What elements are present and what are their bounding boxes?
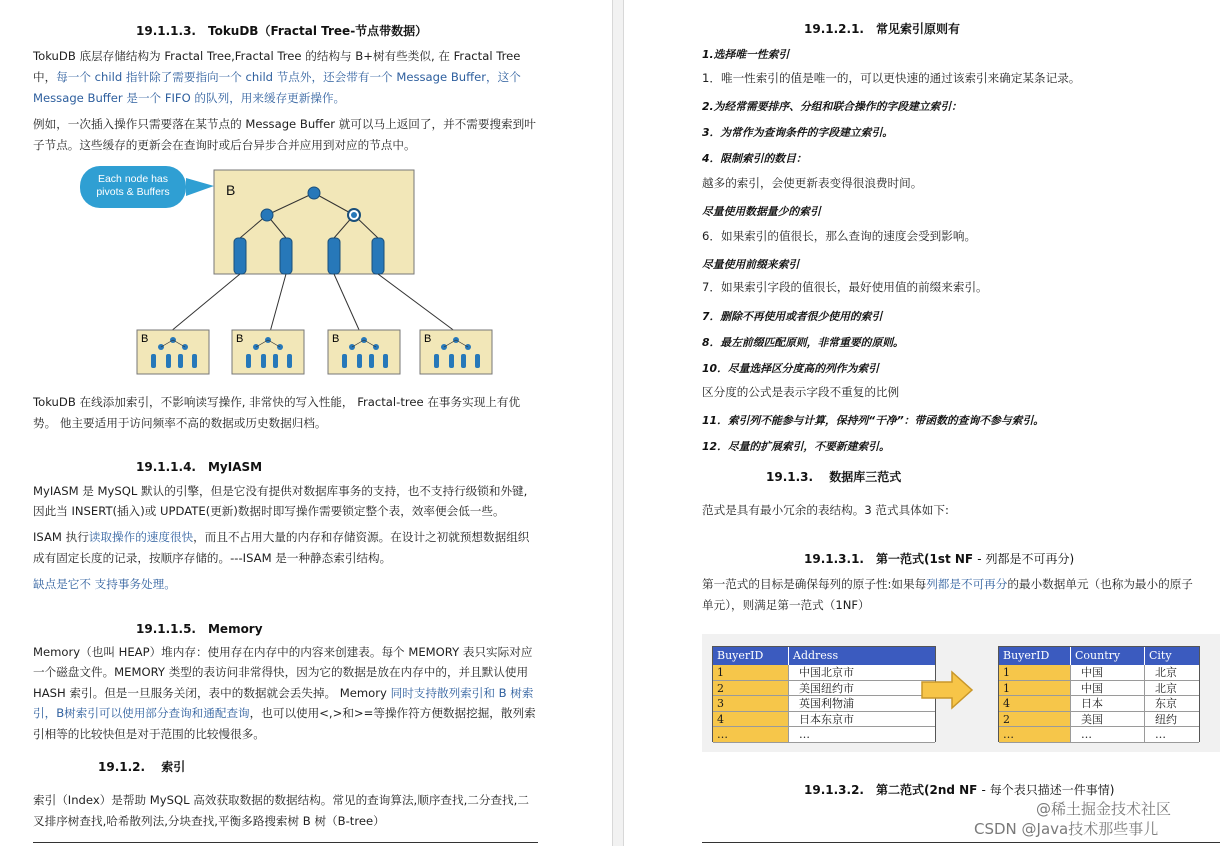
paragraph-line: 单元），则满足第一范式（1NF） [702, 598, 870, 612]
principle-title: 尽量使用数据量少的索引 [702, 205, 821, 218]
paragraph-line: HASH 索引。但是一旦服务关闭，表中的数据就会丢失掉。 Memory 同时支持散列索引和 B 树索 [33, 686, 534, 700]
table-cell: … [789, 727, 935, 743]
leaf-node [137, 330, 209, 374]
paragraph-line: 6．如果索引的值很长，那么查询的速度会受到影响。 [702, 229, 977, 243]
table-cell: 东京 [1145, 696, 1199, 712]
table-cell: 中国 [1071, 681, 1145, 697]
paragraph-line: 成有固定长度的记录，按顺序存储的。---ISAM 是一种静态索引结构。 [33, 551, 392, 565]
paragraph-line: ISAM 执行读取操作的速度很快，而且不占用大量的内存和存储资源。在设计之初就预想数据组织 [33, 530, 530, 544]
heading-index-principles: 19.1.2.1. 常见索引原则有 [804, 22, 960, 36]
tree-edge [270, 274, 286, 332]
pivot-dot [308, 187, 320, 199]
paragraph-line: 叉排序树查找,哈希散列法,分块查找,平衡多路搜索树 B 树（B-tree） [33, 814, 385, 828]
table-cell: 4 [713, 712, 789, 728]
page-gutter [612, 0, 624, 846]
heading-myisam: 19.1.1.4. MyIASM [136, 460, 263, 474]
table-cell: 3 [713, 696, 789, 712]
paragraph-line: Memory（也叫 HEAP）堆内存：使用存在内存中的内容来创建表。每个 MEMORY 表只实际对应 [33, 645, 533, 659]
paragraph-line: 因此当 INSERT(插入)或 UPDATE(更新)数据时即写操作需要锁定整个表，效率便会低一些。 [33, 504, 505, 518]
arrow-right-icon [920, 670, 976, 710]
pivot-dot [261, 209, 273, 221]
principle-title: 尽量使用前缀来索引 [702, 258, 800, 271]
paragraph-line: 索引（Index）是帮助 MySQL 高效获取数据的数据结构。常见的查询算法,顺序查找,二分查找,二 [33, 793, 529, 807]
leaf-node [328, 330, 400, 374]
table-cell: 1 [713, 665, 789, 681]
highlight-text: 每一个 child 指针除了需要指向一个 child 节点外，还会带有一个 Message Buffer，这个 [56, 70, 521, 84]
watermark-top: @稀土掘金技术社区 [1036, 800, 1172, 818]
page-bottom-rule [33, 842, 538, 843]
heading-2nf: 19.1.3.2. 第二范式(2nd NF - 每个表只描述一件事情) [804, 783, 1115, 797]
tree-edge [170, 274, 240, 332]
paragraph-line: TokuDB 在线添加索引，不影响读写操作, 非常快的写入性能， Fractal-tree 在事务实现上有优 [33, 395, 521, 409]
principle-title: 4．限制索引的数目： [702, 152, 807, 165]
paragraph-line: 范式是具有最小冗余的表结构。3 范式具体如下: [702, 503, 949, 517]
table-cell: 1 [999, 681, 1071, 697]
table-cell: … [1145, 727, 1199, 743]
table-cell: 美国 [1071, 712, 1145, 728]
paragraph-line: 第一范式的目标是确保每列的原子性:如果每列都是不可再分的最小数据单元（也称为最小的原子 [702, 577, 1193, 591]
table-header-cell: Country [1071, 647, 1145, 665]
heading-normal-forms: 19.1.3. 数据库三范式 [766, 470, 902, 484]
normal-form-figure [702, 634, 1220, 752]
principle-title: 3．为常作为查询条件的字段建立索引。 [702, 126, 894, 139]
heading-1nf: 19.1.3.1. 第一范式(1st NF - 列都是不可再分) [804, 552, 1075, 566]
paragraph-line: 一个磁盘文件。MEMORY 类型的表访问非常得快，因为它的数据是放在内存中的，并且默认使用 [33, 665, 529, 679]
watermark-bottom: CSDN @Java技术那些事儿 [974, 820, 1159, 838]
paragraph-line: 势。 他主要适用于访问频率不高的数据或历史数据归档。 [33, 416, 327, 430]
right-page [624, 0, 1220, 846]
highlight-text: 引，B树索引可以使用部分查询和通配查询 [33, 706, 250, 720]
buffer-bar [280, 238, 292, 274]
callout-bubble: Each node has pivots & Buffers [80, 166, 186, 208]
highlight-text: 同时支持散列索引和 B 树索 [390, 686, 534, 700]
table-cell: … [1071, 727, 1145, 743]
tree-edge [334, 274, 360, 332]
svg-text:B: B [236, 333, 244, 345]
paragraph-line: 引，B树索引可以使用部分查询和通配查询，也可以使用<,>和>=等操作符方便数据挖掘，散列索 [33, 706, 536, 720]
tree-edge [378, 274, 456, 332]
principle-title: 12．尽量的扩展索引，不要新建索引。 [702, 440, 890, 453]
svg-text:B: B [424, 333, 432, 345]
paragraph-line: 引相等的比较快但是对于范围的比较慢很多。 [33, 727, 265, 741]
table-header-cell: City [1145, 647, 1199, 665]
table-cell: 中国北京市 [789, 665, 935, 681]
pivot-dot [351, 212, 357, 218]
highlight-text: 读取操作的速度很快 [88, 530, 194, 544]
leaf-node [420, 330, 492, 374]
svg-text:B: B [141, 333, 149, 345]
table-cell: … [713, 727, 789, 743]
svg-text:B: B [332, 333, 340, 345]
table-cell: 美国纽约市 [789, 681, 935, 697]
principle-title: 7．删除不再使用或者很少使用的索引 [702, 310, 883, 323]
table-header-cell: BuyerID [713, 647, 789, 665]
table-cell: … [999, 727, 1071, 743]
buffer-bar [372, 238, 384, 274]
table-cell: 中国 [1071, 665, 1145, 681]
table-header-cell: BuyerID [999, 647, 1071, 665]
table-cell: 2 [713, 681, 789, 697]
table-cell: 纽约 [1145, 712, 1199, 728]
table-cell: 日本 [1071, 696, 1145, 712]
highlight-text: Message Buffer 是一个 FIFO 的队列，用来缓存更新操作。 [33, 91, 346, 105]
table-cell: 2 [999, 712, 1071, 728]
buffer-bar [328, 238, 340, 274]
table-cell: 北京 [1145, 681, 1199, 697]
heading-index: 19.1.2. 索引 [98, 760, 186, 774]
table-cell: 日本东京市 [789, 712, 935, 728]
leaf-node [232, 330, 304, 374]
table-cell: 1 [999, 665, 1071, 681]
paragraph-line: 例如，一次插入操作只需要落在某节点的 Message Buffer 就可以马上返回了，并不需要搜索到叶 [33, 117, 536, 131]
unnormalized-table [712, 646, 936, 742]
principle-title: 2.为经常需要排序、分组和联合操作的字段建立索引： [702, 100, 962, 113]
table-cell: 英国利物浦 [789, 696, 935, 712]
paragraph-line: 区分度的公式是表示字段不重复的比例 [702, 385, 900, 399]
highlight-text: 列都是不可再分 [926, 577, 1008, 591]
principle-title: 10．尽量选择区分度高的列作为索引 [702, 362, 879, 375]
paragraph-line: 越多的索引，会使更新表变得很浪费时间。 [702, 176, 923, 190]
highlight-text: 缺点是它不 支持事务处理。 [33, 577, 176, 591]
table-header-cell: Address [789, 647, 935, 665]
principle-title: 1.选择唯一性索引 [702, 48, 790, 61]
principle-title: 8．最左前缀匹配原则，非常重要的原则。 [702, 336, 904, 349]
paragraph-line: 子节点。这些缓存的更新会在查询时或后台异步合并应用到对应的节点中。 [33, 138, 416, 152]
page-bottom-rule [702, 842, 1220, 843]
heading-memory: 19.1.1.5. Memory [136, 622, 263, 636]
bubble-pointer [186, 178, 214, 196]
table-cell: 北京 [1145, 665, 1199, 681]
root-node-label: B [226, 182, 236, 198]
paragraph-line: TokuDB 底层存储结构为 Fractal Tree,Fractal Tree 的结构与 B+树有些类似, 在 Fractal Tree [33, 49, 521, 63]
buffer-bar [234, 238, 246, 274]
table-cell: 4 [999, 696, 1071, 712]
paragraph-line: MyIASM 是 MySQL 默认的引擎，但是它没有提供对数据库事务的支持，也不支持行级锁和外键, [33, 484, 528, 498]
paragraph-line: 1．唯一性索引的值是唯一的，可以更快速的通过该索引来确定某条记录。 [702, 71, 1081, 85]
principle-title: 11．索引列不能参与计算，保持列“干净”：带函数的查询不参与索引。 [702, 414, 1045, 427]
paragraph-line: 7．如果索引字段的值很长，最好使用值的前缀来索引。 [702, 280, 988, 294]
paragraph-line: 中，每一个 child 指针除了需要指向一个 child 节点外，还会带有一个 Message Buffer，这个 [33, 70, 521, 84]
heading-tokudb: 19.1.1.3. TokuDB（Fractal Tree-节点带数据） [136, 24, 428, 38]
normalized-table [998, 646, 1200, 742]
